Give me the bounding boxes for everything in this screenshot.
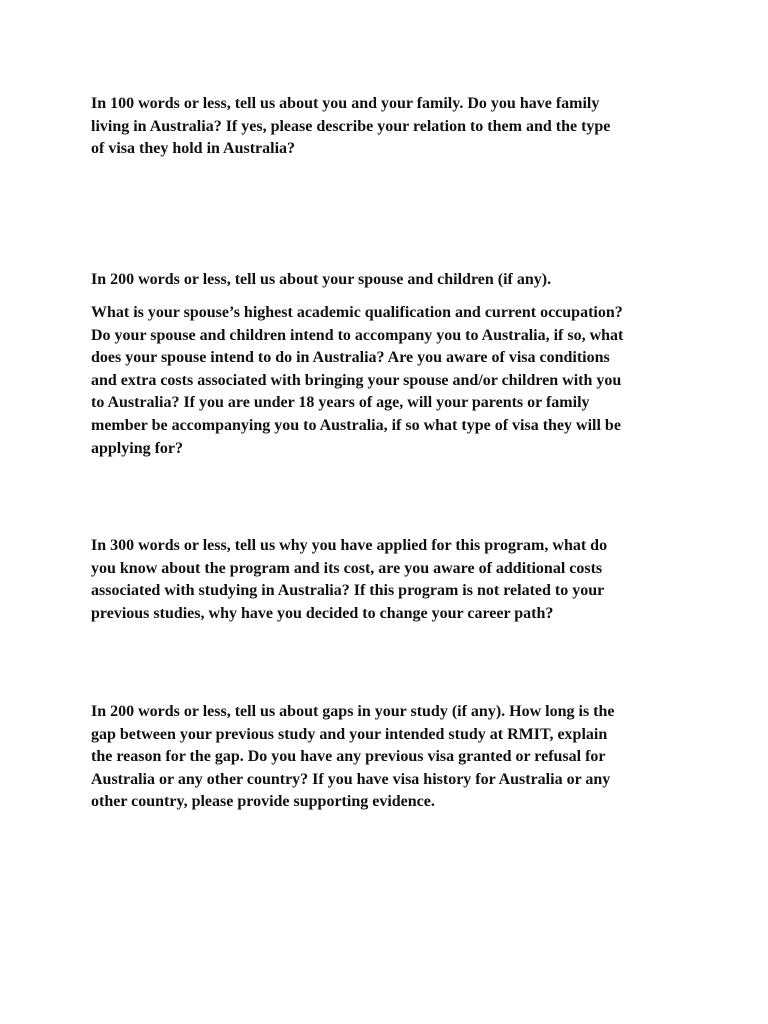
question-study-gaps: In 200 words or less, tell us about gaps in your study (if any). How long is the gap between your previous study and your intended study at RMIT, explain the reason for the gap. Do you have any previous visa granted or refusal for Australia or any other country? If you have visa history for Australia or any other country, please provide supporting evidence.: [91, 703, 615, 811]
question-spouse-intro: In 200 words or less, tell us about your spouse and children (if any).: [91, 271, 552, 288]
question-family: In 100 words or less, tell us about you and your family. Do you have family living in Australia? If yes, please describe your relation to them and the type of visa they hold in Australia?: [91, 95, 611, 158]
question-program: In 300 words or less, tell us why you have applied for this program, what do you know about the program and its cost, are you aware of additional costs associated with studying in Australia? If this program is not related to your previous studies, why have you decided to change your career path?: [91, 537, 608, 622]
question-spouse-detail: What is your spouse’s highest academic qualification and current occupation? Do your spouse and children intend to accompany you to Australia, if so, what does your spouse intend to do in Australia? Are you aware of visa conditions and extra costs associated with bringing your spouse and/or children with you to Australia? If you are under 18 years of age, will your parents or family member be accompanying you to Australia, if so what type of visa they will be applying for?: [91, 304, 624, 457]
